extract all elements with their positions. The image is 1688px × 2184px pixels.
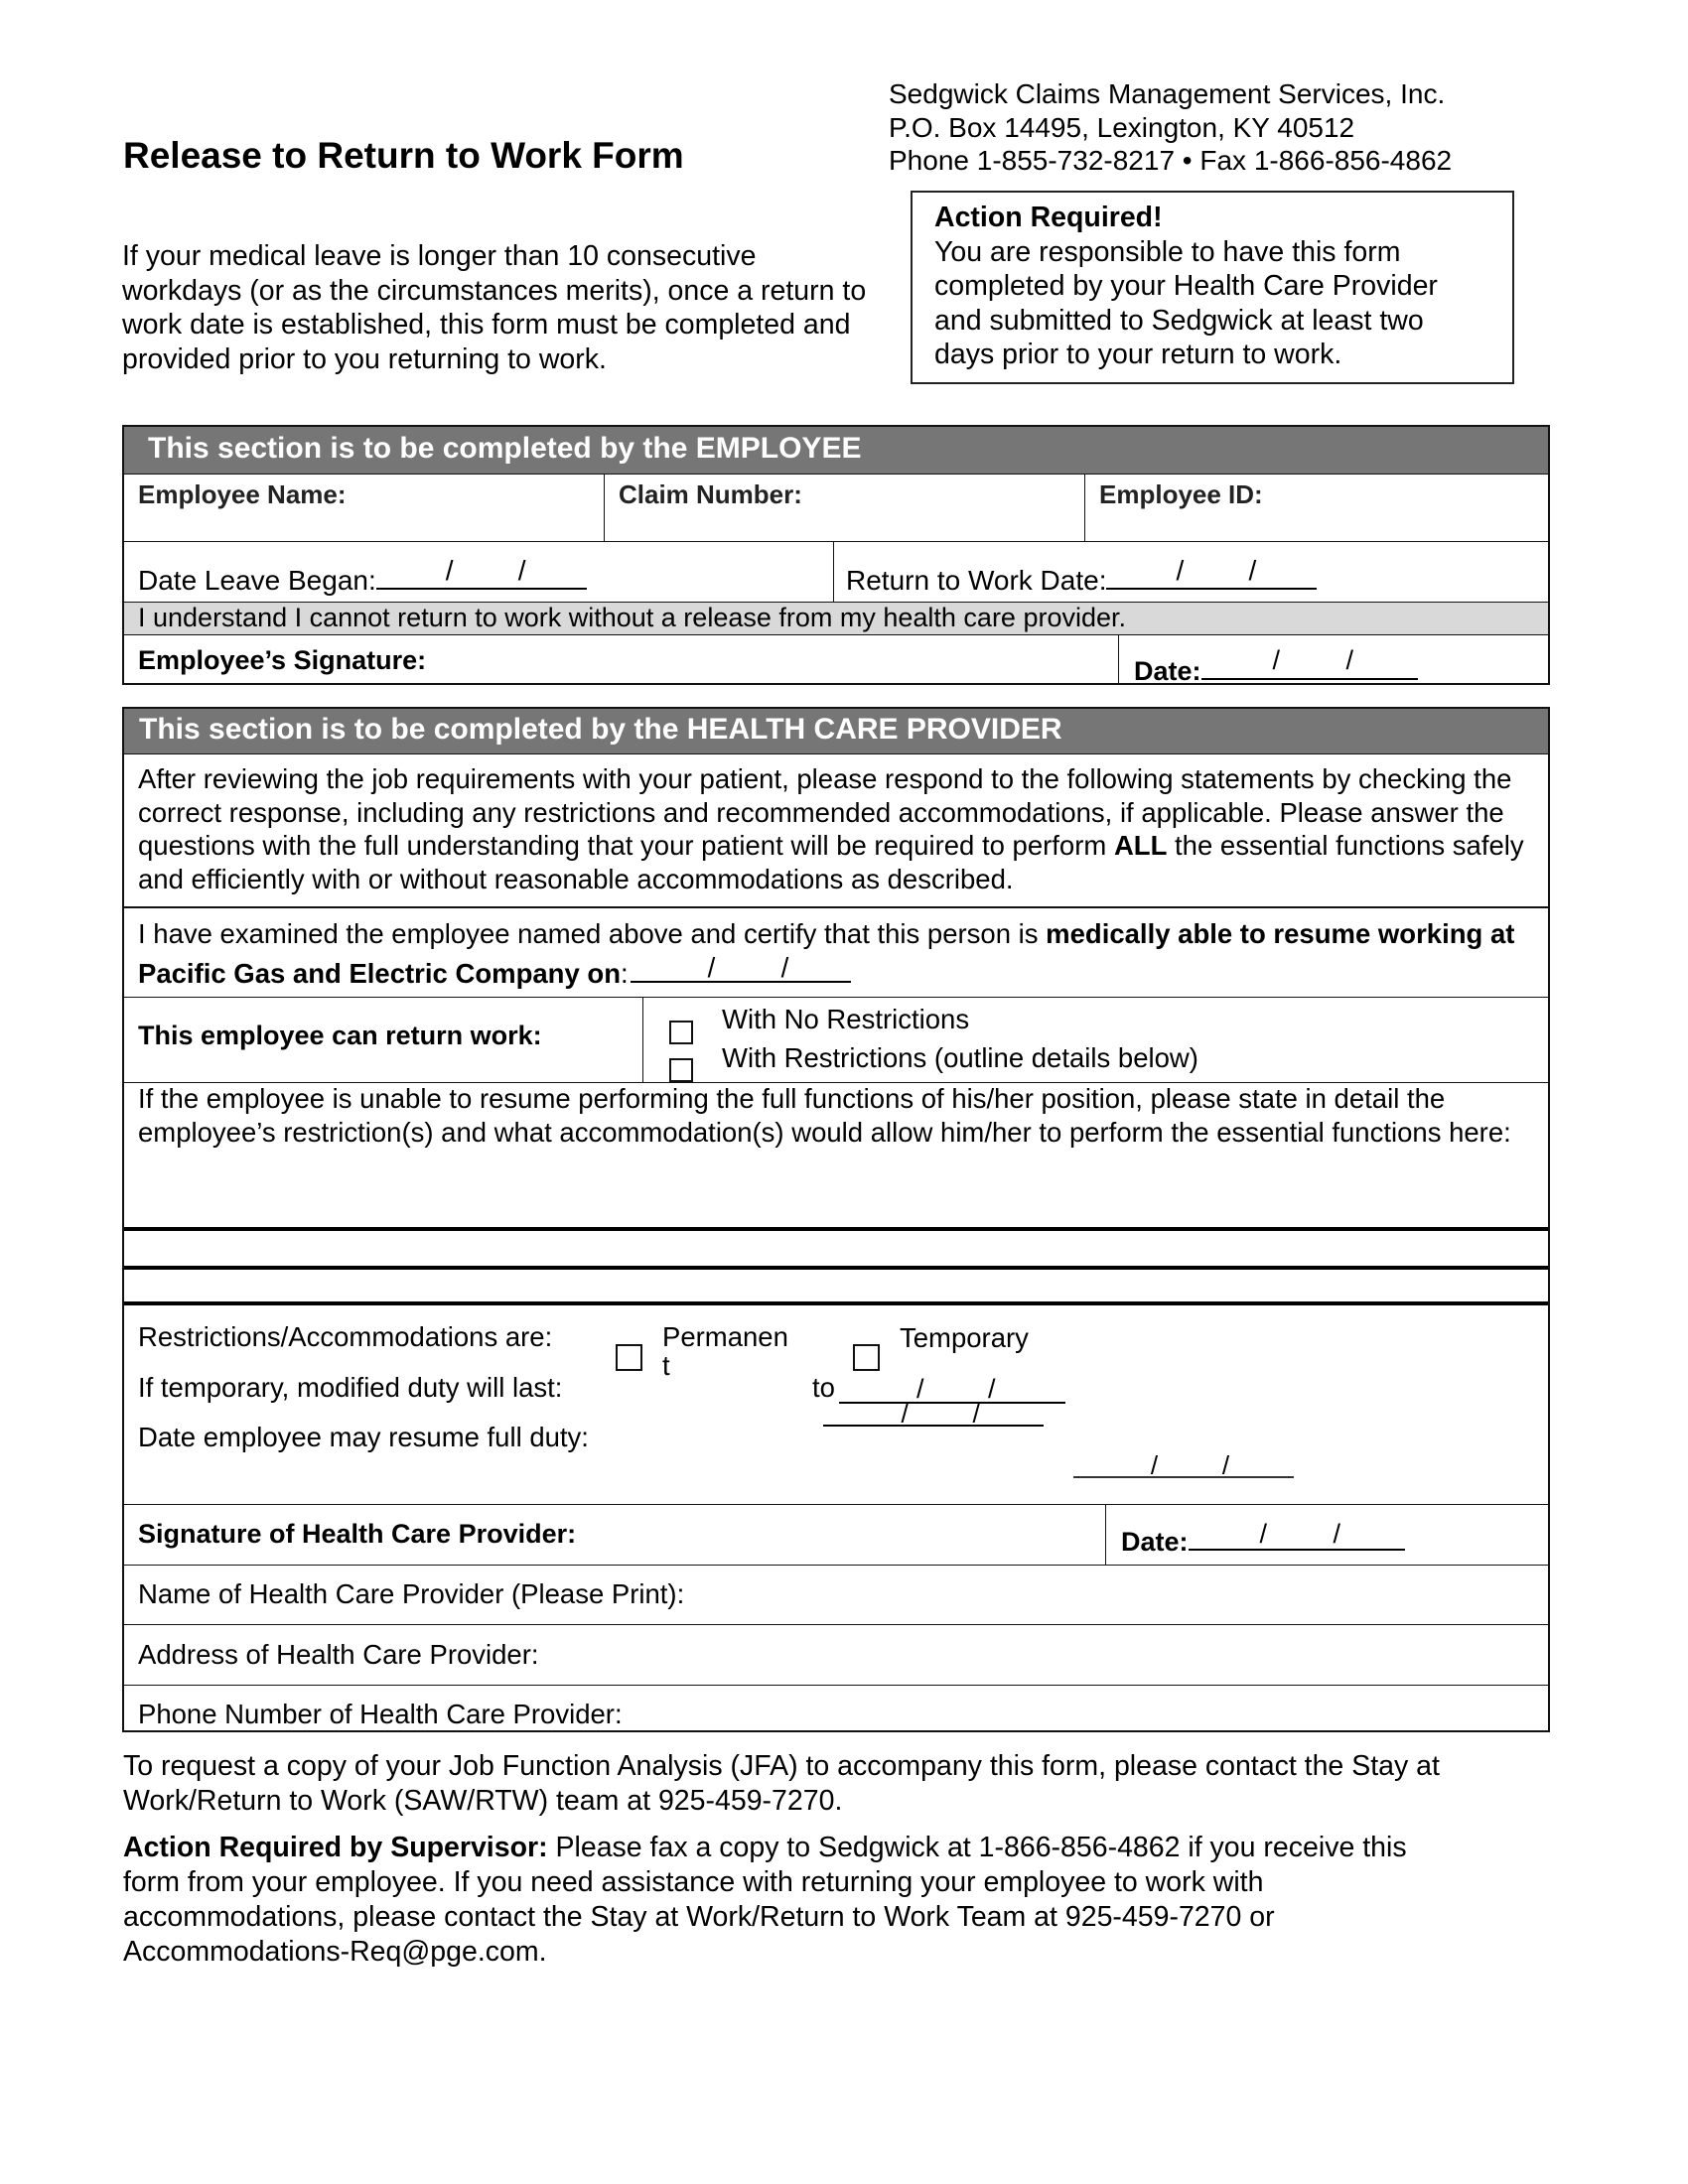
temporary-duration-label: If temporary, modified duty will last:: [138, 1372, 563, 1403]
provider-date-field[interactable]: [1121, 1519, 1405, 1558]
restrictions-type-label: Restrictions/Accommodations are:: [138, 1321, 553, 1352]
return-to-work-date-field[interactable]: [846, 555, 1317, 597]
to-label: to: [812, 1372, 835, 1403]
medical-certification: I have examined the employee named above and certify that this person is medically able to resume working at Pacific Gas and Electric Company on: / /: [138, 918, 1515, 989]
permanent-checkbox[interactable]: [616, 1344, 642, 1371]
date-leave-began-field[interactable]: [138, 555, 587, 597]
provider-address-field[interactable]: Address of Health Care Provider:: [138, 1639, 539, 1670]
full-duty-label: Date employee may resume full duty:: [138, 1422, 589, 1452]
date-leave-began-label: Date Leave Began:: [138, 565, 376, 596]
resume-date-input[interactable]: / /: [631, 951, 851, 983]
provider-instructions: After reviewing the job requirements with your patient, please respond to the following statements by checking the correct response, including any restrictions and recommended accommodations, if applicable. Please answer the questions with the full understanding that your patient will be required to perform ALL the essential functions safely and efficiently with or without reasonable accommodations as described.: [138, 763, 1524, 894]
company-phone-fax: Phone 1-855-732-8217 • Fax 1-866-856-4862: [889, 145, 1453, 176]
employee-date-input[interactable]: / /: [1201, 645, 1418, 680]
no-restrictions-label: With No Restrictions: [722, 1004, 970, 1034]
provider-signature-field[interactable]: Signature of Health Care Provider:: [138, 1519, 577, 1549]
action-required-heading: Action Required!: [934, 202, 1163, 233]
intro-text: If your medical leave is longer than 10 consecutive workdays (or as the circumstances merits), once a return to work date is established, this form must be completed and provided prior to you returning to work.: [122, 240, 867, 375]
temporary-end-date-input[interactable]: / /: [839, 1374, 1065, 1404]
with-restrictions-label: With Restrictions (outline details below): [722, 1042, 1198, 1073]
restriction-details-line-2[interactable]: [124, 1270, 1548, 1301]
return-to-work-date-label: Return to Work Date:: [846, 565, 1107, 596]
provider-section: [122, 707, 1550, 1732]
company-address: [889, 77, 1452, 178]
employee-id-field[interactable]: Employee ID:: [1099, 479, 1263, 509]
acknowledgement-text: I understand I cannot return to work without a release from my health care provider.: [138, 603, 1127, 632]
temporary-start-date-input[interactable]: / /: [823, 1405, 1044, 1427]
employee-name-field[interactable]: Employee Name:: [138, 479, 347, 509]
permanent-label: Permanen t: [662, 1321, 788, 1381]
claim-number-field[interactable]: Claim Number:: [619, 479, 802, 509]
employee-section-header: This section is to be completed by the EMPLOYEE: [124, 427, 1548, 475]
supervisor-action-text: Action Required by Supervisor: Please fax a copy to Sedgwick at 1-866-856-4862 if you receive this form from your employee. If you need assistance with returning your employee to work with accommodations, please contact the Stay at Work/Return to Work Team at 925-459-7270 or Accommodations-Req@pge.com.: [123, 1832, 1407, 1968]
return-work-label: This employee can return work:: [138, 1021, 542, 1050]
provider-date-input[interactable]: / /: [1189, 1519, 1405, 1551]
provider-phone-field[interactable]: Phone Number of Health Care Provider:: [138, 1699, 623, 1729]
employee-date-label: Date:: [1134, 656, 1201, 686]
temporary-checkbox[interactable]: [853, 1344, 880, 1371]
supervisor-action-heading: Action Required by Supervisor:: [123, 1832, 548, 1863]
provider-date-label: Date:: [1121, 1527, 1189, 1557]
company-name: Sedgwick Claims Management Services, Inc.: [889, 78, 1446, 109]
action-required-box: [911, 191, 1514, 384]
company-po-box: P.O. Box 14495, Lexington, KY 40512: [889, 111, 1355, 143]
restriction-details-prompt: If the employee is unable to resume performing the full functions of his/her position, please state in detail the employee’s restriction(s) and what accommodation(s) would allow him/her to perform the essential functions here:: [138, 1083, 1511, 1148]
restriction-details-line-1[interactable]: [124, 1231, 1548, 1266]
return-to-work-date-input[interactable]: / /: [1106, 555, 1317, 590]
action-required-text: You are responsible to have this form completed by your Health Care Provider and submitted to Sedgwick at least two days prior to your return to work.: [934, 235, 1438, 370]
with-restrictions-checkbox[interactable]: [669, 1058, 693, 1082]
provider-name-field[interactable]: Name of Health Care Provider (Please Print):: [138, 1578, 685, 1609]
form-title: Release to Return to Work Form: [123, 135, 684, 176]
full-duty-date-input[interactable]: / /: [1073, 1456, 1294, 1478]
employee-signature-field[interactable]: Employee’s Signature:: [138, 645, 427, 675]
temporary-label: Temporary: [900, 1322, 1029, 1353]
employee-section: [122, 425, 1550, 685]
employee-date-field[interactable]: [1134, 645, 1418, 687]
provider-section-header: This section is to be completed by the HEALTH CARE PROVIDER: [124, 709, 1548, 754]
date-leave-began-input[interactable]: / /: [376, 555, 587, 590]
no-restrictions-checkbox[interactable]: [669, 1021, 693, 1044]
jfa-request-text: To request a copy of your Job Function Analysis (JFA) to accompany this form, please contact the Stay at Work/Return to Work (SAW/RTW) team at 925-459-7270.: [123, 1750, 1440, 1817]
